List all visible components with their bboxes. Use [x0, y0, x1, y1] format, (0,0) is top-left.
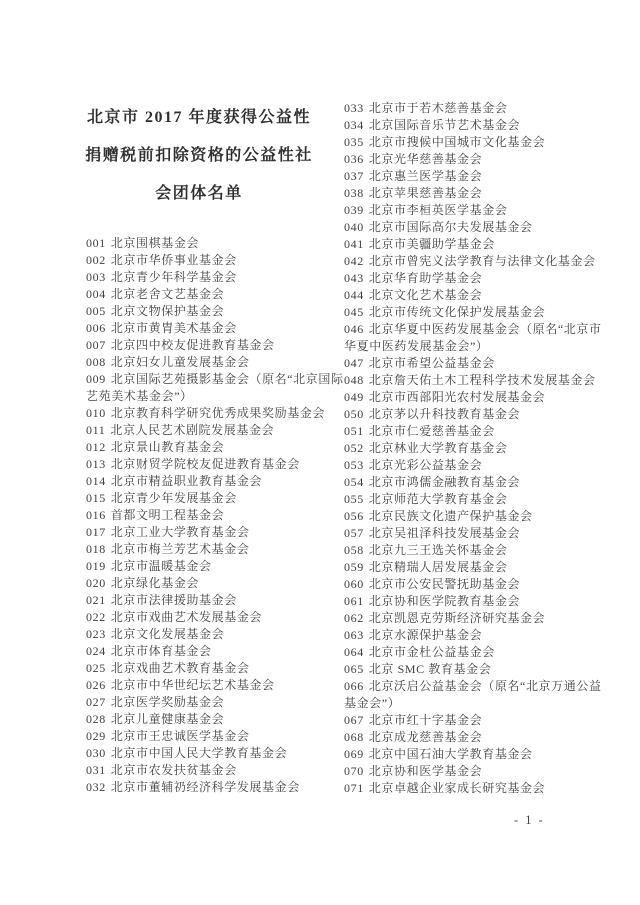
- list-item: [86, 286, 344, 303]
- list-item: [344, 236, 602, 253]
- list-item: [86, 728, 344, 745]
- entry-number: 008: [86, 355, 106, 369]
- list-item: [86, 405, 344, 422]
- entry-number: 007: [86, 338, 106, 352]
- list-item: [86, 354, 344, 371]
- entry-name: 北京围棋基金会: [110, 236, 200, 250]
- entry-number: 047: [344, 356, 364, 370]
- list-item: [344, 491, 602, 508]
- entry-name: 北京市传统文化保护发展基金会: [368, 305, 546, 319]
- entry-name: 北京水源保护基金会: [368, 628, 483, 642]
- entry-number: 020: [86, 576, 106, 590]
- entry-name: 北京协和医学院教育基金会: [368, 594, 521, 608]
- list-item: [344, 117, 602, 134]
- entry-name: 北京市美疆助学基金会: [368, 237, 495, 251]
- entry-number: 030: [86, 746, 106, 760]
- list-item: [344, 168, 602, 185]
- list-item: [86, 524, 344, 541]
- list-item: [86, 371, 344, 405]
- list-item: [344, 389, 602, 406]
- list-item: [344, 134, 602, 151]
- entry-number: 006: [86, 321, 106, 335]
- entry-number: 038: [344, 186, 364, 200]
- entry-name: 北京惠兰医学基金会: [368, 169, 483, 183]
- entry-number: 023: [86, 627, 106, 641]
- entry-name: 北京青少年科学基金会: [110, 270, 237, 284]
- list-item: [344, 763, 602, 780]
- entry-name: 首都文明工程基金会: [110, 508, 225, 522]
- entry-name: 北京市国际高尔夫发展基金会: [368, 220, 533, 234]
- entry-number: 067: [344, 713, 364, 727]
- entry-name: 北京沃启公益基金会（原名“北京万通公益基金会”）: [344, 679, 602, 710]
- list-item: [86, 269, 344, 286]
- entry-name: 北京市西部阳光农村发展基金会: [368, 390, 546, 404]
- list-item: [86, 473, 344, 490]
- entry-name: 北京景山教育基金会: [110, 440, 225, 454]
- entry-number: 063: [344, 628, 364, 642]
- entry-number: 049: [344, 390, 364, 404]
- entry-name: 北京九三王选关怀基金会: [368, 543, 508, 557]
- entry-number: 027: [86, 695, 106, 709]
- list-item: [344, 661, 602, 678]
- entry-number: 015: [86, 491, 106, 505]
- entry-number: 052: [344, 441, 364, 455]
- document-title: [58, 99, 340, 213]
- entry-number: 017: [86, 525, 106, 539]
- entry-number: 012: [86, 440, 106, 454]
- entry-name: 北京詹天佑土木工程科学技术发展基金会: [368, 373, 596, 387]
- entry-name: 北京市红十字基金会: [368, 713, 483, 727]
- entry-number: 068: [344, 730, 364, 744]
- entry-name: 北京市法律援助基金会: [110, 593, 237, 607]
- entry-number: 021: [86, 593, 106, 607]
- entry-number: 055: [344, 492, 364, 506]
- list-item: [86, 711, 344, 728]
- list-item: [344, 202, 602, 219]
- entry-number: 013: [86, 457, 106, 471]
- entry-name: 北京市曾宪义法学教育与法律文化基金会: [368, 254, 596, 268]
- entry-number: 057: [344, 526, 364, 540]
- entry-name: 北京青少年发展基金会: [110, 491, 237, 505]
- entry-number: 018: [86, 542, 106, 556]
- entry-name: 北京市中国人民大学教育基金会: [110, 746, 288, 760]
- entry-number: 035: [344, 135, 364, 149]
- list-item: [86, 507, 344, 524]
- entry-name: 北京国际音乐节艺术基金会: [368, 118, 521, 132]
- entry-number: 042: [344, 254, 364, 268]
- entry-number: 004: [86, 287, 106, 301]
- entry-number: 010: [86, 406, 106, 420]
- list-item: [344, 423, 602, 440]
- entry-name: 北京老舍文艺基金会: [110, 287, 225, 301]
- entry-number: 070: [344, 764, 364, 778]
- list-item: [86, 439, 344, 456]
- entry-name: 北京文化艺术基金会: [368, 288, 483, 302]
- entry-name: 北京市搜候中国城市文化基金会: [368, 135, 546, 149]
- entry-name: 北京协和医学基金会: [368, 764, 483, 778]
- list-item: [344, 287, 602, 304]
- entry-number: 050: [344, 407, 364, 421]
- entry-number: 002: [86, 253, 106, 267]
- list-item: [344, 151, 602, 168]
- entry-name: 北京国际艺苑摄影基金会（原名“北京国际艺苑美术基金会”）: [86, 372, 344, 403]
- entry-name: 北京市华侨事业基金会: [110, 253, 237, 267]
- entry-number: 036: [344, 152, 364, 166]
- list-item: [86, 235, 344, 252]
- list-item: [344, 253, 602, 270]
- entry-number: 044: [344, 288, 364, 302]
- entry-number: 062: [344, 611, 364, 625]
- list-column-left: [86, 235, 344, 796]
- entry-name: 北京市仁爱慈善基金会: [368, 424, 495, 438]
- list-item: [344, 593, 602, 610]
- document-title-line: 北京市 2017 年度获得公益性: [86, 109, 311, 126]
- list-column-right: [344, 100, 602, 797]
- entry-number: 071: [344, 781, 364, 795]
- entry-name: 北京市戏曲艺术发展基金会: [110, 610, 263, 624]
- entry-name: 北京茅以升科技教育基金会: [368, 407, 521, 421]
- entry-name: 北京市董辅礽经济科学发展基金会: [110, 780, 300, 794]
- list-item: [344, 525, 602, 542]
- entry-name: 北京市梅兰芳艺术基金会: [110, 542, 250, 556]
- entry-name: 北京市王忠诚医学基金会: [110, 729, 250, 743]
- entry-name: 北京市黄胄美术基金会: [110, 321, 237, 335]
- entry-number: 009: [86, 372, 106, 386]
- entry-name: 北京市精益职业教育基金会: [110, 474, 263, 488]
- entry-name: 北京中国石油大学教育基金会: [368, 747, 533, 761]
- entry-number: 046: [344, 322, 364, 336]
- list-item: [344, 746, 602, 763]
- entry-number: 016: [86, 508, 106, 522]
- entry-name: 北京民族文化遗产保护基金会: [368, 509, 533, 523]
- entry-number: 003: [86, 270, 106, 284]
- entry-name: 北京妇女儿童发展基金会: [110, 355, 250, 369]
- entry-number: 066: [344, 679, 364, 693]
- list-item: [86, 643, 344, 660]
- list-item: [344, 780, 602, 797]
- list-item: [86, 490, 344, 507]
- list-item: [344, 457, 602, 474]
- entry-name: 北京市农发扶贫基金会: [110, 763, 237, 777]
- entry-name: 北京市希望公益基金会: [368, 356, 495, 370]
- entry-number: 032: [86, 780, 106, 794]
- entry-number: 031: [86, 763, 106, 777]
- list-item: [86, 320, 344, 337]
- document-title-line: 会团体名单: [155, 185, 243, 202]
- list-item: [344, 440, 602, 457]
- entry-name: 北京医学奖励基金会: [110, 695, 225, 709]
- list-item: [86, 575, 344, 592]
- entry-number: 025: [86, 661, 106, 675]
- entry-number: 054: [344, 475, 364, 489]
- list-item: [344, 644, 602, 661]
- list-item: [344, 474, 602, 491]
- list-item: [86, 762, 344, 779]
- list-item: [344, 406, 602, 423]
- entry-name: 北京 SMC 教育基金会: [368, 662, 492, 676]
- entry-number: 024: [86, 644, 106, 658]
- list-item: [86, 694, 344, 711]
- list-item: [344, 321, 602, 355]
- list-item: [86, 660, 344, 677]
- entry-number: 048: [344, 373, 364, 387]
- entry-number: 029: [86, 729, 106, 743]
- entry-number: 064: [344, 645, 364, 659]
- list-item: [344, 355, 602, 372]
- list-item: [344, 712, 602, 729]
- entry-name: 北京戏曲艺术教育基金会: [110, 661, 250, 675]
- entry-number: 069: [344, 747, 364, 761]
- entry-name: 北京市鸿儒金融教育基金会: [368, 475, 521, 489]
- list-item: [344, 678, 602, 712]
- list-item: [86, 337, 344, 354]
- entry-name: 北京苹果慈善基金会: [368, 186, 483, 200]
- list-item: [86, 626, 344, 643]
- entry-name: 北京卓越企业家成长研究基金会: [368, 781, 546, 795]
- entry-number: 034: [344, 118, 364, 132]
- list-item: [344, 542, 602, 559]
- entry-number: 001: [86, 236, 106, 250]
- entry-number: 058: [344, 543, 364, 557]
- entry-name: 北京市中华世纪坛艺术基金会: [110, 678, 275, 692]
- list-item: [86, 609, 344, 626]
- entry-name: 北京人民艺术剧院发展基金会: [110, 423, 275, 437]
- entry-number: 026: [86, 678, 106, 692]
- entry-number: 040: [344, 220, 364, 234]
- entry-name: 北京市金杜公益基金会: [368, 645, 495, 659]
- list-item: [344, 576, 602, 593]
- list-item: [86, 541, 344, 558]
- entry-name: 北京教育科学研究优秀成果奖励基金会: [110, 406, 326, 420]
- list-item: [344, 219, 602, 236]
- entry-name: 北京精瑞人居发展基金会: [368, 560, 508, 574]
- entry-number: 053: [344, 458, 364, 472]
- list-item: [86, 456, 344, 473]
- entry-name: 北京市李桓英医学基金会: [368, 203, 508, 217]
- entry-name: 北京工业大学教育基金会: [110, 525, 250, 539]
- entry-number: 041: [344, 237, 364, 251]
- entry-number: 014: [86, 474, 106, 488]
- entry-name: 北京凯恩克劳斯经济研究基金会: [368, 611, 546, 625]
- entry-name: 北京绿化基金会: [110, 576, 200, 590]
- entry-number: 005: [86, 304, 106, 318]
- list-item: [344, 559, 602, 576]
- list-item: [86, 558, 344, 575]
- entry-number: 011: [86, 423, 106, 437]
- entry-name: 北京光华慈善基金会: [368, 152, 483, 166]
- list-item: [344, 100, 602, 117]
- list-item: [86, 303, 344, 320]
- list-item: [344, 729, 602, 746]
- document-title-line: 捐赠税前扣除资格的公益性社: [85, 147, 313, 164]
- list-item: [86, 745, 344, 762]
- list-item: [86, 592, 344, 609]
- entry-number: 051: [344, 424, 364, 438]
- list-item: [344, 185, 602, 202]
- list-item: [86, 422, 344, 439]
- entry-name: 北京光彩公益基金会: [368, 458, 483, 472]
- entry-number: 039: [344, 203, 364, 217]
- entry-name: 北京市公安民警抚助基金会: [368, 577, 521, 591]
- entry-number: 043: [344, 271, 364, 285]
- entry-name: 北京市温暖基金会: [110, 559, 212, 573]
- entry-name: 北京华夏中医药发展基金会（原名“北京市华夏中医药发展基金会”）: [344, 322, 602, 353]
- entry-name: 北京师范大学教育基金会: [368, 492, 508, 506]
- list-item: [344, 610, 602, 627]
- entry-name: 北京四中校友促进教育基金会: [110, 338, 275, 352]
- list-item: [86, 779, 344, 796]
- entry-name: 北京市于若木慈善基金会: [368, 101, 508, 115]
- entry-name: 北京儿童健康基金会: [110, 712, 225, 726]
- list-item: [344, 627, 602, 644]
- entry-number: 065: [344, 662, 364, 676]
- entry-number: 045: [344, 305, 364, 319]
- entry-number: 022: [86, 610, 106, 624]
- list-item: [344, 270, 602, 287]
- entry-number: 059: [344, 560, 364, 574]
- entry-number: 028: [86, 712, 106, 726]
- list-item: [344, 304, 602, 321]
- page-number: - 1 -: [514, 813, 545, 827]
- list-item: [344, 372, 602, 389]
- entry-number: 056: [344, 509, 364, 523]
- entry-name: 北京吴祖泽科技发展基金会: [368, 526, 521, 540]
- list-item: [86, 677, 344, 694]
- entry-name: 北京财贸学院校友促进教育基金会: [110, 457, 300, 471]
- entry-name: 北京市体育基金会: [110, 644, 212, 658]
- entry-name: 北京文物保护基金会: [110, 304, 225, 318]
- entry-number: 019: [86, 559, 106, 573]
- entry-number: 033: [344, 101, 364, 115]
- entry-number: 061: [344, 594, 364, 608]
- entry-name: 北京华育助学基金会: [368, 271, 483, 285]
- entry-number: 037: [344, 169, 364, 183]
- entry-name: 北京林业大学教育基金会: [368, 441, 508, 455]
- entry-name: 北京成龙慈善基金会: [368, 730, 483, 744]
- entry-number: 060: [344, 577, 364, 591]
- entry-name: 北京文化发展基金会: [110, 627, 225, 641]
- list-item: [344, 508, 602, 525]
- list-item: [86, 252, 344, 269]
